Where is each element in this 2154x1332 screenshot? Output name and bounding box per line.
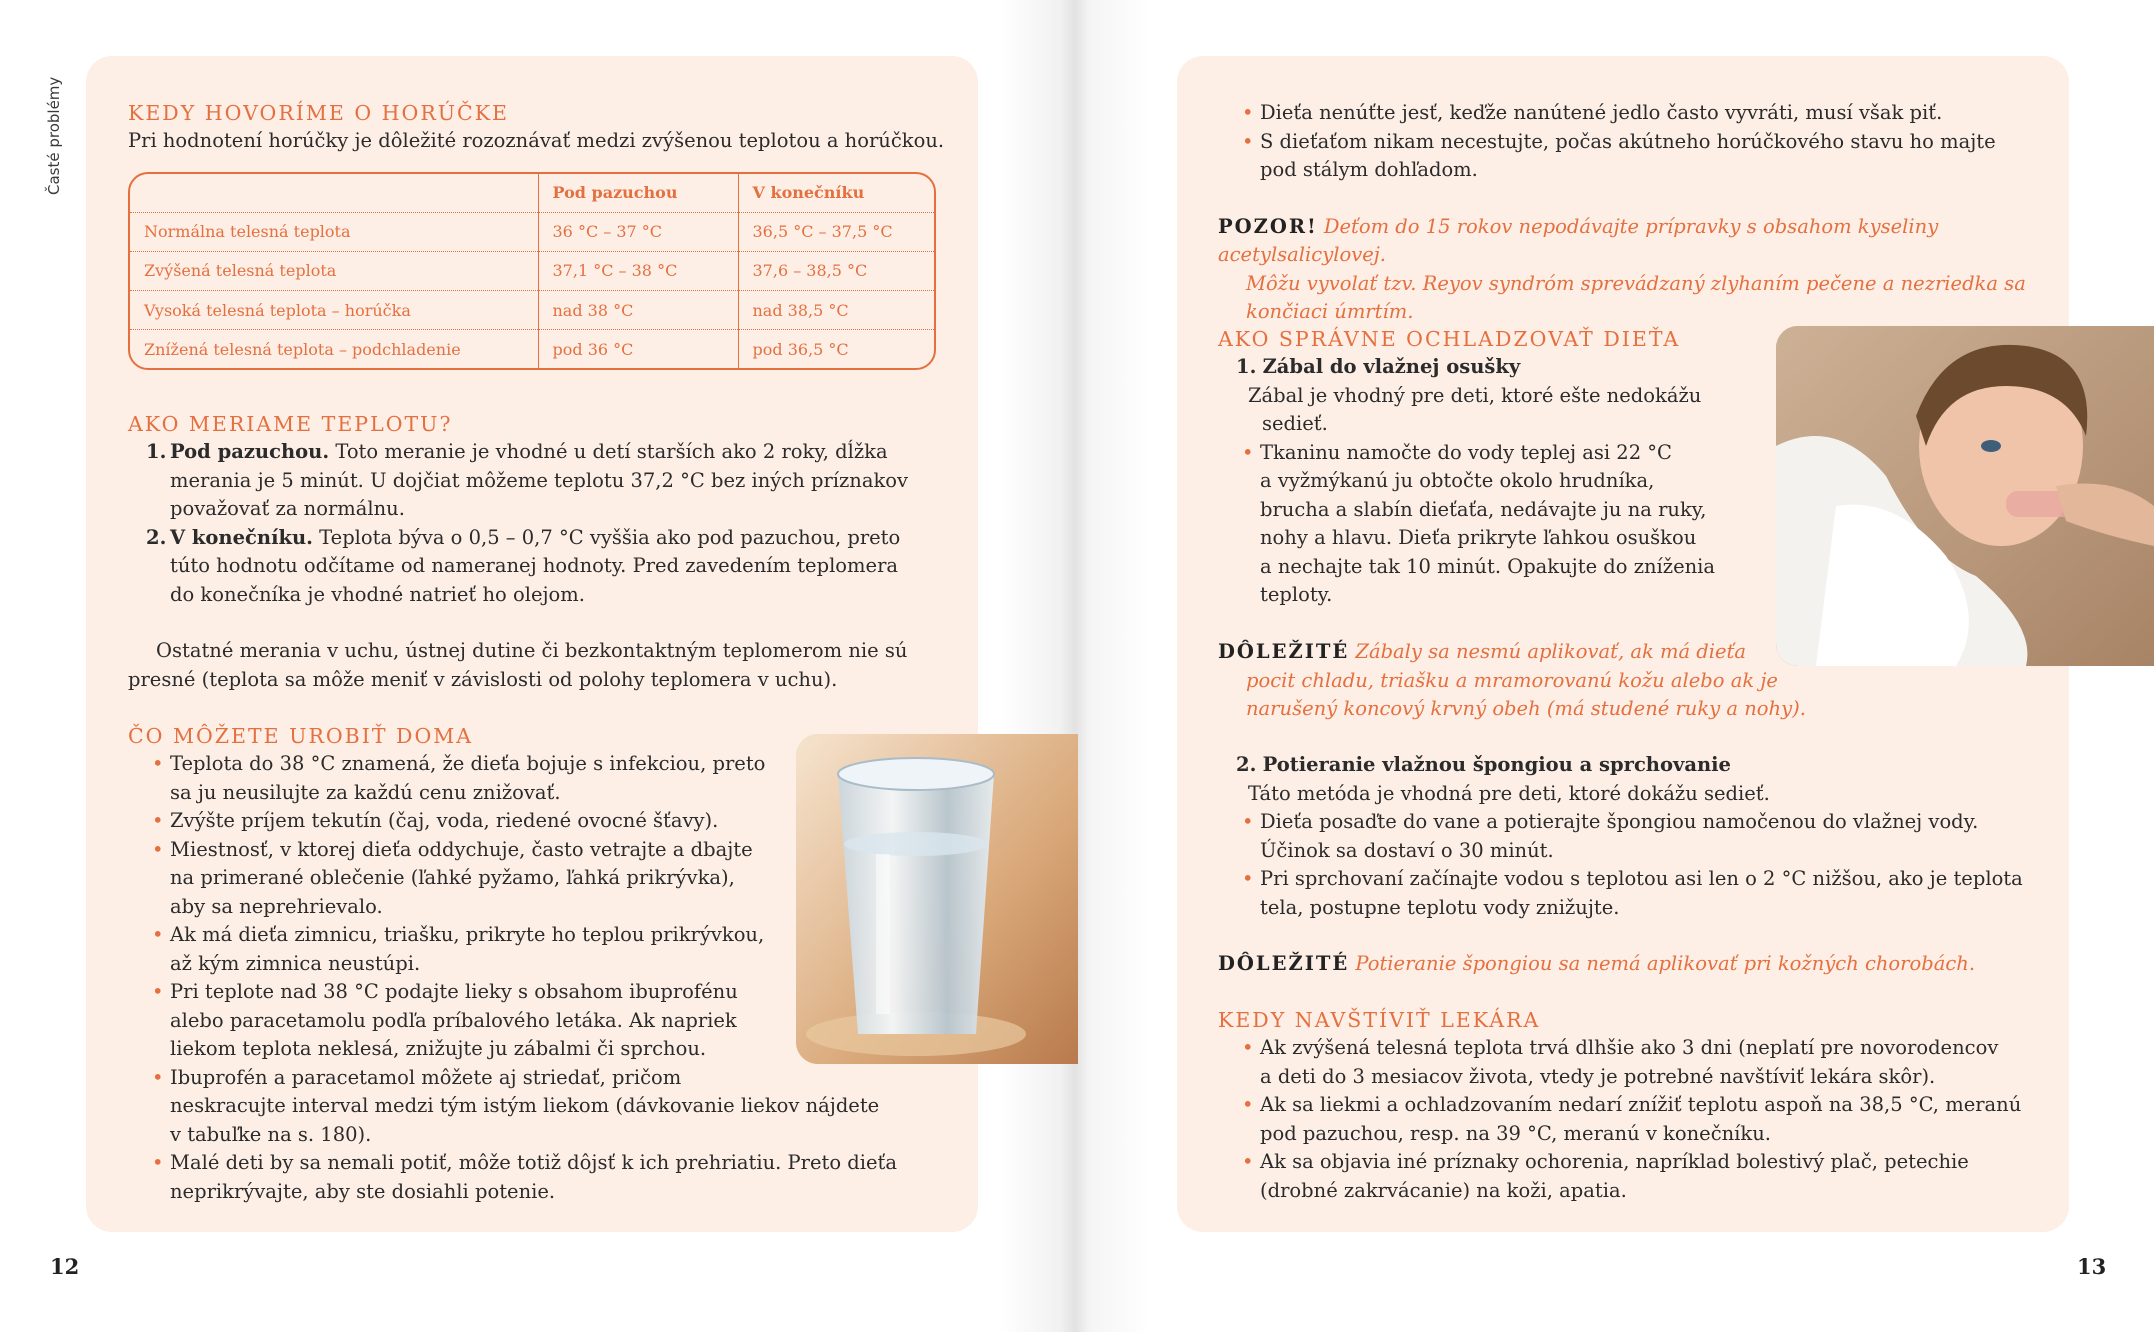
list-item [128, 921, 908, 978]
cooling-step-2 [1218, 751, 2058, 979]
note-line: Ostatné merania v uchu, ústnej dutine či bezkontaktným teplomerom nie sú [156, 639, 908, 662]
list-item [128, 750, 908, 807]
measure-list [128, 438, 988, 609]
list-item [128, 807, 908, 836]
list-item-text: merania je 5 minút. U dojčiat môžeme teplotu 37,2 °C bez iných príznakov [170, 468, 909, 492]
cooling-heading: AKO SPRÁVNE OCHLADZOVAŤ DIEŤA [1218, 327, 1681, 351]
list-item [128, 438, 988, 524]
table-row [130, 251, 934, 290]
home-list [128, 750, 908, 1206]
page-number-right: 13 [2077, 1254, 2107, 1279]
other-measurements-note [128, 637, 988, 694]
table-cell: pod 36 °C [538, 330, 738, 368]
list-item-text: liekom teplota neklesá, znižujte ju zábalmi či sprchou. [170, 1037, 707, 1060]
important-text: Zábaly sa nesmú aplikovať, ak má dieťa [1349, 640, 1747, 663]
list-item-text: do konečníka je vhodné natrieť ho olejom. [170, 582, 585, 606]
table-header-cell: Pod pazuchou [538, 174, 738, 212]
step-description [1218, 382, 1778, 439]
table-header-cell [130, 174, 538, 212]
list-item-text: alebo paracetamolu podľa príbalového letáka. Ak napriek [170, 1008, 737, 1032]
list-item-text: brucha a slabín dieťaťa, nedávajte ju na ruky, [1260, 497, 1707, 521]
when-fever-intro: Pri hodnotení horúčky je dôležité rozoznávať medzi zvýšenou teplotou a horúčkou. [128, 129, 945, 152]
step-number: 1. [1236, 355, 1257, 378]
warning-text: Môžu vyvolať tzv. Reyov syndróm sprevádzaný zlyhaním pečene a nezriedka sa [1246, 271, 2026, 295]
note-line: presné (teplota sa môže meniť v závislosti od polohy teplomera v uchu). [128, 667, 838, 691]
when-fever-heading: KEDY HOVORÍME O HORÚČKE [128, 101, 510, 125]
list-item-text: Účinok sa dostaví o 30 minút. [1260, 838, 1554, 862]
right-top-list [1218, 99, 2058, 185]
home-section [128, 722, 908, 1206]
child-taking-medicine-photo [1776, 326, 2154, 666]
list-item-text: neskracujte interval medzi tým istým liekom (dávkovanie liekov nájdete [170, 1094, 880, 1117]
table-cell: 36 °C – 37 °C [538, 212, 738, 251]
when-fever-section [128, 99, 988, 156]
measure-section [128, 410, 988, 694]
step-title: Potieranie vlažnou špongiou a sprchovanie [1262, 753, 1731, 776]
list-item-text: Miestnosť, v ktorej dieťa oddychuje, často vetrajte a dbajte [170, 837, 753, 861]
doctor-heading: KEDY NAVŠTÍVIŤ LEKÁRA [1218, 1008, 1541, 1032]
step-description: Táto metóda je vhodná pre deti, ktoré dokážu sedieť. [1248, 781, 1770, 805]
important-label: DÔLEŽITÉ [1218, 640, 1350, 663]
list-item-text: Dieťa posaďte do vane a potierajte špongiou namočenou do vlažnej vody. [1260, 810, 1979, 833]
list-item-text: Teplota do 38 °C znamená, že dieťa bojuje s infekciou, preto [170, 752, 766, 775]
right-top-section [1218, 99, 2058, 327]
list-item [1218, 99, 2058, 128]
list-item-text: Dieťa nenúťte jesť, keďže nanútené jedlo často vyvráti, musí však piť. [1260, 101, 1943, 124]
list-item-text: Ibuprofén a paracetamol môžete aj striedať, pričom [170, 1065, 682, 1089]
list-number: 2. [146, 525, 167, 549]
list-item-text: považovať za normálnu. [170, 497, 405, 520]
warning-label: POZOR! [1218, 214, 1318, 238]
table-row [130, 330, 934, 368]
list-item-text: Pri teplote nad 38 °C podajte lieky s obsahom ibuprofénu [170, 980, 738, 1003]
list-item [1218, 865, 2058, 922]
table-cell: 36,5 °C – 37,5 °C [738, 212, 934, 251]
table-cell: nad 38 °C [538, 291, 738, 330]
list-item-text: Teplota býva o 0,5 – 0,7 °C vyššia ako pod pazuchou, preto [312, 525, 901, 549]
list-item [128, 524, 988, 610]
list-item [1218, 439, 1778, 610]
list-item [1218, 1034, 2058, 1091]
list-item-text: a deti do 3 mesiacov života, vtedy je potrebné navštíviť lekára skôr). [1260, 1064, 1936, 1088]
important-text: narušený koncový krvný obeh (má studené ruky a nohy). [1246, 697, 1806, 720]
list-item-text: teploty. [1260, 583, 1333, 606]
list-item [1218, 808, 2058, 865]
step-title: Zábal do vlažnej osušky [1262, 355, 1521, 378]
list-item-text: na primerané oblečenie (ľahké pyžamo, ľahká prikrývka), [170, 866, 735, 889]
list-item [1218, 128, 2058, 185]
important-text: pocit chladu, triašku a mramorovanú kožu alebo ak je [1246, 668, 1778, 692]
list-item-text: až kým zimnica neustúpi. [170, 951, 421, 975]
list-item-text: Ak sa objavia iné príznaky ochorenia, napríklad bolestivý plač, petechie [1260, 1150, 1969, 1173]
important-note-1 [1218, 638, 2058, 724]
cooling-section [1218, 325, 1778, 610]
important-text: Potieranie špongiou sa nemá aplikovať pri kožných chorobách. [1349, 952, 1976, 975]
page-number-left: 12 [50, 1254, 80, 1279]
warning-text: končiaci úmrtím. [1246, 300, 1414, 323]
list-item-text: Zvýšte príjem tekutín (čaj, voda, riedené ovocné šťavy). [170, 809, 719, 832]
step-header [1218, 751, 2058, 780]
book-gutter [1000, 0, 1150, 1332]
table-row [130, 291, 934, 330]
list-item [128, 836, 908, 922]
cooling-step-1-list [1218, 439, 1778, 610]
table-cell: pod 36,5 °C [738, 330, 934, 368]
list-item-text: v tabuľke na s. 180). [170, 1122, 372, 1146]
list-item [1218, 1091, 2058, 1148]
list-item-text: (drobné zakrvácanie) na koži, apatia. [1260, 1178, 1627, 1202]
warning-box [1218, 213, 2058, 327]
home-heading: ČO MÔŽETE UROBIŤ DOMA [128, 724, 474, 748]
table-cell: nad 38,5 °C [738, 291, 934, 330]
child-medicine-image [1776, 326, 2154, 666]
table-header-row [130, 174, 934, 212]
table-row [130, 212, 934, 251]
table-cell: Znížená telesná teplota – podchladenie [144, 339, 461, 359]
doctor-list [1218, 1034, 2058, 1205]
list-item-text: Ak sa liekmi a ochladzovaním nedarí znížiť teplotu aspoň na 38,5 °C, meranú [1260, 1093, 2022, 1116]
table-header-cell: V konečníku [738, 174, 934, 212]
list-item-text: Tkaninu namočte do vody teplej asi 22 °C [1260, 440, 1672, 464]
list-item-text: Malé deti by sa nemali potiť, môže totiž dôjsť k ich prehriatiu. Preto dieťa [170, 1151, 898, 1174]
list-item [128, 978, 908, 1064]
list-item [128, 1149, 908, 1206]
step-number: 2. [1236, 753, 1257, 776]
list-item-text: túto hodnotu odčítame od nameranej hodnoty. Pred zavedením teplomera [170, 554, 899, 577]
warning-text: Deťom do 15 rokov nepodávajte prípravky s obsahom kyseliny acetylsalicylovej. [1218, 214, 1939, 266]
list-item-text: Ak zvýšená telesná teplota trvá dlhšie ako 3 dni (neplatí pre novorodencov [1260, 1036, 1999, 1059]
measure-heading: AKO MERIAME TEPLOTU? [128, 412, 453, 436]
table-cell: Zvýšená telesná teplota [130, 251, 538, 290]
cooling-step-2-list [1218, 808, 2058, 922]
list-item-text: a nechajte tak 10 minút. Opakujte do zníženia [1260, 554, 1716, 578]
list-item-title: Pod pazuchou. [170, 440, 330, 463]
table-cell: 37,1 °C – 38 °C [538, 251, 738, 290]
list-item-text: pod pazuchou, resp. na 39 °C, meranú v konečníku. [1260, 1121, 1771, 1145]
list-item-text: S dieťaťom nikam necestujte, počas akútneho horúčkového stavu ho majte [1260, 129, 1996, 153]
table-cell: 37,6 – 38,5 °C [738, 251, 934, 290]
list-item-text: a vyžmýkanú ju obtočte okolo hrudníka, [1260, 469, 1655, 492]
list-number: 1. [146, 440, 167, 463]
list-item [128, 1064, 908, 1150]
table-cell: Normálna telesná teplota [130, 212, 538, 251]
step-description-line: Zábal je vhodný pre deti, ktoré ešte nedokážu [1248, 383, 1702, 407]
list-item-text: sa ju neusilujte za každú cenu znižovať. [170, 780, 561, 804]
list-item [1218, 1148, 2058, 1205]
list-item-text: Toto meranie je vhodné u detí starších ako 2 roky, dĺžka [329, 440, 888, 463]
list-item-text: neprikrývajte, aby ste dosiahli potenie. [170, 1179, 556, 1203]
temperature-table [128, 172, 936, 370]
section-label: Časté problémy [45, 76, 63, 195]
list-item-text: aby sa neprehrievalo. [170, 894, 383, 918]
list-item-text: tela, postupne teplotu vody znižujte. [1260, 895, 1620, 919]
list-item-text: Pri sprchovaní začínajte vodou s teplotou asi len o 2 °C nižšou, ako je teplota [1260, 867, 2023, 890]
step-description-line: sedieť. [1262, 412, 1328, 435]
list-item-text: nohy a hlavu. Dieťa prikryte ľahkou osuškou [1260, 526, 1697, 549]
cooling-step-1 [1218, 353, 1778, 382]
table-cell: Vysoká telesná teplota – horúčka [130, 291, 538, 330]
important-label: DÔLEŽITÉ [1218, 952, 1350, 975]
doctor-section [1218, 1006, 2058, 1205]
list-item-title: V konečníku. [170, 525, 313, 549]
list-item-text: pod stálym dohľadom. [1260, 158, 1478, 181]
list-item-text: Ak má dieťa zimnicu, triašku, prikryte ho teplou prikrývkou, [170, 923, 765, 946]
important-note-2 [1218, 950, 2058, 979]
